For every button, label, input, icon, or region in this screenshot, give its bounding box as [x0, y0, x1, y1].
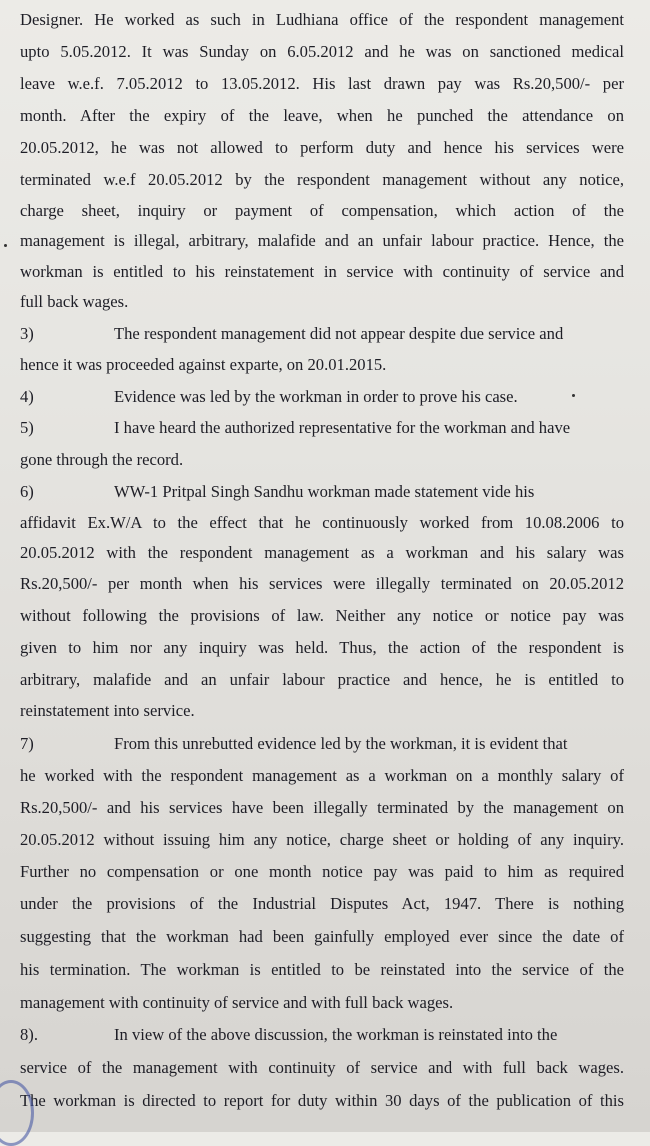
- paragraph-number: 5): [20, 418, 34, 437]
- text-line: reinstatement into service.: [20, 701, 195, 720]
- text-line: service of the management with continuity of service and with full back wages.: [20, 1058, 624, 1077]
- text-line: without following the provisions of law. Neither any notice or notice pay was: [20, 606, 624, 625]
- text-line: under the provisions of the Industrial Disputes Act, 1947. There is nothing: [20, 894, 624, 913]
- text-line: Rs.20,500/- per month when his services were illegally terminated on 20.05.2012: [20, 574, 624, 593]
- text-line: From this unrebutted evidence led by the workman, it is evident that: [114, 734, 568, 753]
- ink-speck: [572, 394, 575, 397]
- paragraph-8-line: [20, 1025, 624, 1045]
- paragraph-3-line: [20, 324, 624, 344]
- ink-speck: [4, 244, 7, 247]
- text-line: hence it was proceeded against exparte, on 20.01.2015.: [20, 355, 387, 374]
- text-line: arbitrary, malafide and an unfair labour practice and hence, he is entitled to: [20, 670, 624, 689]
- text-line: I have heard the authorized representative for the workman and have: [114, 418, 571, 437]
- text-line: WW-1 Pritpal Singh Sandhu workman made statement vide his: [114, 482, 535, 501]
- text-line: Designer. He worked as such in Ludhiana office of the respondent management: [20, 10, 624, 29]
- text-line: In view of the above discussion, the workman is reinstated into the: [114, 1025, 558, 1044]
- text-line: gone through the record.: [20, 450, 184, 469]
- text-line: he worked with the respondent management as a workman on a monthly salary of: [20, 766, 624, 785]
- text-line: his termination. The workman is entitled to be reinstated into the service of the: [20, 960, 624, 979]
- paragraph-7-line: [20, 734, 624, 754]
- ink-stamp: [0, 1080, 34, 1146]
- text-line: 20.05.2012 without issuing him any notice, charge sheet or holding of any inquiry.: [20, 830, 624, 849]
- text-line: Evidence was led by the workman in order to prove his case.: [114, 387, 518, 406]
- paragraph-number: 4): [20, 387, 34, 406]
- text-line: upto 5.05.2012. It was Sunday on 6.05.2012 and he was on sanctioned medical: [20, 42, 624, 61]
- paragraph-number: 6): [20, 482, 34, 501]
- paragraph-number: 3): [20, 324, 34, 343]
- paragraph-6-line: [20, 482, 624, 502]
- text-line: terminated w.e.f 20.05.2012 by the respondent management without any notice,: [20, 170, 624, 189]
- text-line: management is illegal, arbitrary, malafide and an unfair labour practice. Hence, the: [20, 231, 624, 250]
- text-line: leave w.e.f. 7.05.2012 to 13.05.2012. His last drawn pay was Rs.20,500/- per: [20, 74, 624, 93]
- text-line: The workman is directed to report for duty within 30 days of the publication of this: [20, 1091, 624, 1110]
- text-line: full back wages.: [20, 292, 129, 311]
- text-line: month. After the expiry of the leave, when he punched the attendance on: [20, 106, 624, 125]
- text-line: 20.05.2012 with the respondent management as a workman and his salary was: [20, 543, 624, 562]
- text-line: suggesting that the workman had been gainfully employed ever since the date of: [20, 927, 624, 946]
- text-line: given to him nor any inquiry was held. Thus, the action of the respondent is: [20, 638, 624, 657]
- paragraph-4-line: [20, 387, 624, 407]
- text-line: management with continuity of service and with full back wages.: [20, 993, 454, 1012]
- text-line: Further no compensation or one month notice pay was paid to him as required: [20, 862, 624, 881]
- text-line: charge sheet, inquiry or payment of compensation, which action of the: [20, 201, 624, 220]
- text-line: The respondent management did not appear despite due service and: [114, 324, 564, 343]
- paragraph-number: 8).: [20, 1025, 38, 1044]
- paragraph-number: 7): [20, 734, 34, 753]
- text-line: workman is entitled to his reinstatement in service with continuity of service and: [20, 262, 624, 281]
- text-line: affidavit Ex.W/A to the effect that he continuously worked from 10.08.2006 to: [20, 513, 624, 532]
- text-line: Rs.20,500/- and his services have been illegally terminated by the management on: [20, 798, 624, 817]
- text-line: 20.05.2012, he was not allowed to perform duty and hence his services were: [20, 138, 624, 157]
- paragraph-5-line: [20, 418, 624, 438]
